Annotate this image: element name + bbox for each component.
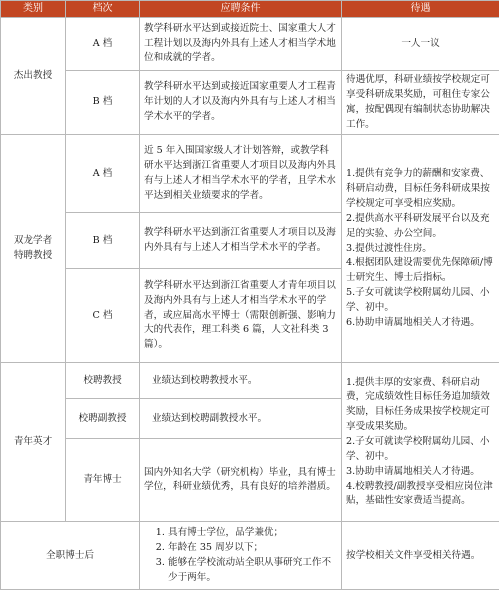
- requirement-list: [144, 526, 337, 585]
- category-line: 特聘教授: [13, 249, 53, 261]
- benefit-cell: 按学校相关文件享受相关待遇。: [342, 522, 499, 590]
- table-header-row: [1, 1, 499, 18]
- benefit-item: 2.子女可就读学校附属幼儿园、小学、初中。: [346, 436, 490, 462]
- benefit-cell: 一人一议: [342, 18, 499, 71]
- level-cell: 校聘教授: [66, 363, 140, 399]
- requirement-cell: 教学科研水平达到浙江省重要人才项目以及海内外具有与上述人才相当学术水平的学者。: [140, 213, 342, 269]
- benefit-item: 3.协助申请属地相关人才待遇。: [346, 465, 480, 477]
- level-cell: A 档: [66, 18, 140, 71]
- table-row: [1, 135, 499, 213]
- level-cell: A 档: [66, 135, 140, 213]
- header-requirements: 应聘条件: [140, 1, 342, 18]
- requirement-cell: 教学科研水平达到或接近国家重要人才工程青年计划的人才以及海内外具有与上述人才相当学术水平的学者。: [140, 71, 342, 135]
- benefit-cell: [342, 135, 499, 363]
- header-category: 类别: [1, 1, 66, 18]
- header-level: 档次: [66, 1, 140, 18]
- benefit-cell: 待遇优厚，科研业绩按学校规定可享受科研成果奖励，可租住专家公寓，按配偶现有编制状态协助解决工作。: [342, 71, 499, 135]
- benefit-item: 2.提供高水平科研发展平台以及充足的实验、办公空间。: [346, 212, 490, 239]
- table-row: [1, 71, 499, 135]
- requirement-cell: 业绩达到校聘教授水平。: [140, 363, 342, 399]
- benefit-item: 4.根据团队建设需要优先保障硕/博士研究生、博士后指标。: [346, 257, 493, 284]
- category-shuanglong: [1, 135, 66, 363]
- requirement-item: 2. 年龄在 35 周岁以下；: [168, 541, 337, 556]
- requirement-cell: 业绩达到校聘副教授水平。: [140, 399, 342, 439]
- benefit-item: 6.协助申请属地相关人才待遇。: [346, 316, 480, 328]
- requirement-item: 1. 具有博士学位，品学兼优；: [168, 526, 337, 541]
- category-jiechu: 杰出教授: [1, 18, 66, 135]
- level-cell: B 档: [66, 71, 140, 135]
- requirement-item: 3. 能够在学校流动站全职从事研究工作不少于两年。: [168, 556, 337, 586]
- benefit-item: 3.提供过渡性住房。: [346, 242, 432, 254]
- header-benefits: 待遇: [342, 1, 499, 18]
- category-postdoc: 全职博士后: [1, 522, 140, 590]
- level-cell: 校聘副教授: [66, 399, 140, 439]
- benefit-item: 1.提供丰厚的安家费、科研启动费，完成绩效性目标任务追加绩效奖励，目标任务成果按学校规定可享受成果奖励。: [346, 376, 490, 433]
- category-qingnian: 青年英才: [1, 363, 66, 522]
- level-cell: B 档: [66, 213, 140, 269]
- level-cell: 青年博士: [66, 439, 140, 522]
- category-line: 双龙学者: [13, 235, 53, 247]
- table-row: [1, 522, 499, 590]
- requirement-cell: 近 5 年入围国家级人才计划答辩，或教学科研水平达到浙江省重要人才项目以及海内外具有与上述人才相当学术水平的学者，且学术水平达到相关业绩要求的学者。: [140, 135, 342, 213]
- requirement-cell: 教学科研水平达到浙江省重要人才青年项目以及海内外具有与上述人才相当学术水平的学者，或应届高水平博士（需限创新强、影响力大的代表作，理工科类 6 篇，人文社科类 3 篇）。: [140, 269, 342, 363]
- requirement-cell: 国内外知名大学（研究机构）毕业，具有博士学位，科研业绩优秀，具有良好的培养潜质。: [140, 439, 342, 522]
- benefit-cell: [342, 363, 499, 522]
- requirement-cell: 教学科研水平达到或接近院士、国家重大人才工程计划以及海内外具有上述人才相当学术地位和成就的学者。: [140, 18, 342, 71]
- table-row: [1, 18, 499, 71]
- requirement-cell: [140, 522, 342, 590]
- level-cell: C 档: [66, 269, 140, 363]
- table-row: [1, 363, 499, 399]
- benefit-item: 1.提供有竞争力的薪酬和安家费、科研启动费，目标任务科研成果按学校规定可享受相应奖励。: [346, 168, 490, 209]
- benefit-item: 5.子女可就读学校附属幼儿园、小学、初中。: [346, 287, 490, 313]
- benefit-item: 4.校聘教授/副教授享受相应岗位津贴，基础性安家费适当提高。: [346, 480, 493, 507]
